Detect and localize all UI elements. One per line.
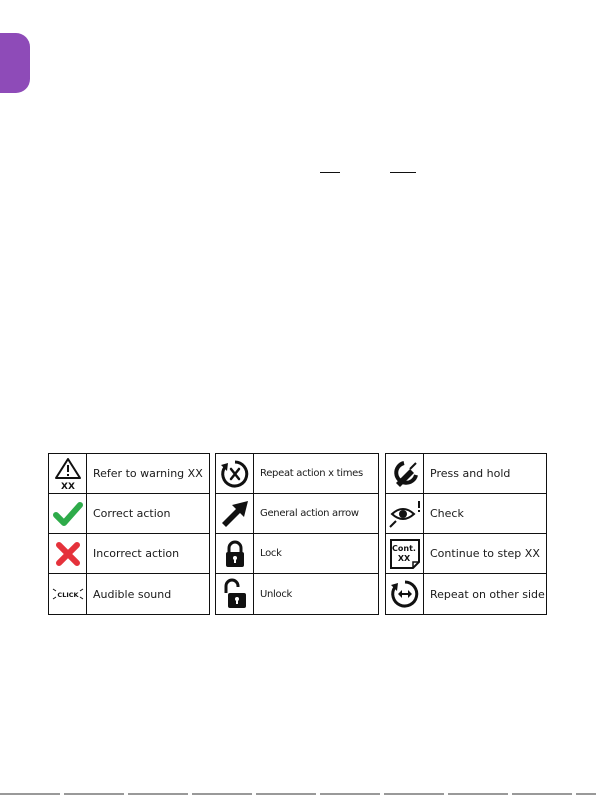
warning-icon	[49, 454, 87, 493]
legend-label: Incorrect action	[93, 547, 180, 560]
click-sound-icon	[49, 574, 87, 614]
svg-text:CLICK: CLICK	[56, 591, 79, 599]
legend-label: Repeat action x times	[260, 468, 363, 479]
legend-row	[386, 534, 546, 574]
svg-text:XX: XX	[60, 481, 75, 491]
legend-table-2	[215, 453, 379, 615]
legend-row	[49, 494, 209, 534]
legend-label: Refer to warning XX	[93, 467, 203, 480]
legend-row	[216, 454, 378, 494]
lock-icon	[216, 534, 254, 573]
svg-text:XX: XX	[397, 553, 410, 563]
legend-label: Press and hold	[430, 467, 511, 480]
legend-label: Check	[430, 507, 464, 520]
legend-label: Lock	[260, 548, 282, 559]
legend-row	[49, 534, 209, 574]
repeat-x-icon	[216, 454, 254, 493]
legend-label: Continue to step XX	[430, 547, 540, 560]
underline-mark	[390, 172, 416, 173]
legend-label: Audible sound	[93, 587, 172, 601]
eye-check-icon	[386, 494, 424, 533]
svg-text:Cont.: Cont.	[391, 543, 416, 553]
legend-row	[216, 574, 378, 614]
legend-label: General action arrow	[260, 508, 359, 519]
press-hold-icon	[386, 454, 424, 493]
legend-row	[49, 454, 209, 494]
legend-row	[386, 454, 546, 494]
legend-row	[216, 534, 378, 574]
repeat-side-icon	[386, 574, 424, 614]
legend-row	[386, 494, 546, 534]
unlock-icon	[216, 574, 254, 614]
underline-mark	[320, 172, 340, 173]
legend-row	[386, 574, 546, 614]
legend-row	[49, 574, 209, 614]
checkmark-icon	[49, 494, 87, 533]
arrow-icon	[216, 494, 254, 533]
legend-label: Correct action	[93, 507, 171, 520]
cross-icon	[49, 534, 87, 573]
legend-row	[216, 494, 378, 534]
continue-step-icon	[386, 534, 424, 573]
legend-label: Repeat on other side	[430, 587, 545, 601]
legend-table-1	[48, 453, 210, 615]
legend-table-3	[385, 453, 547, 615]
legend-label: Unlock	[260, 588, 293, 600]
section-tab	[0, 33, 30, 93]
